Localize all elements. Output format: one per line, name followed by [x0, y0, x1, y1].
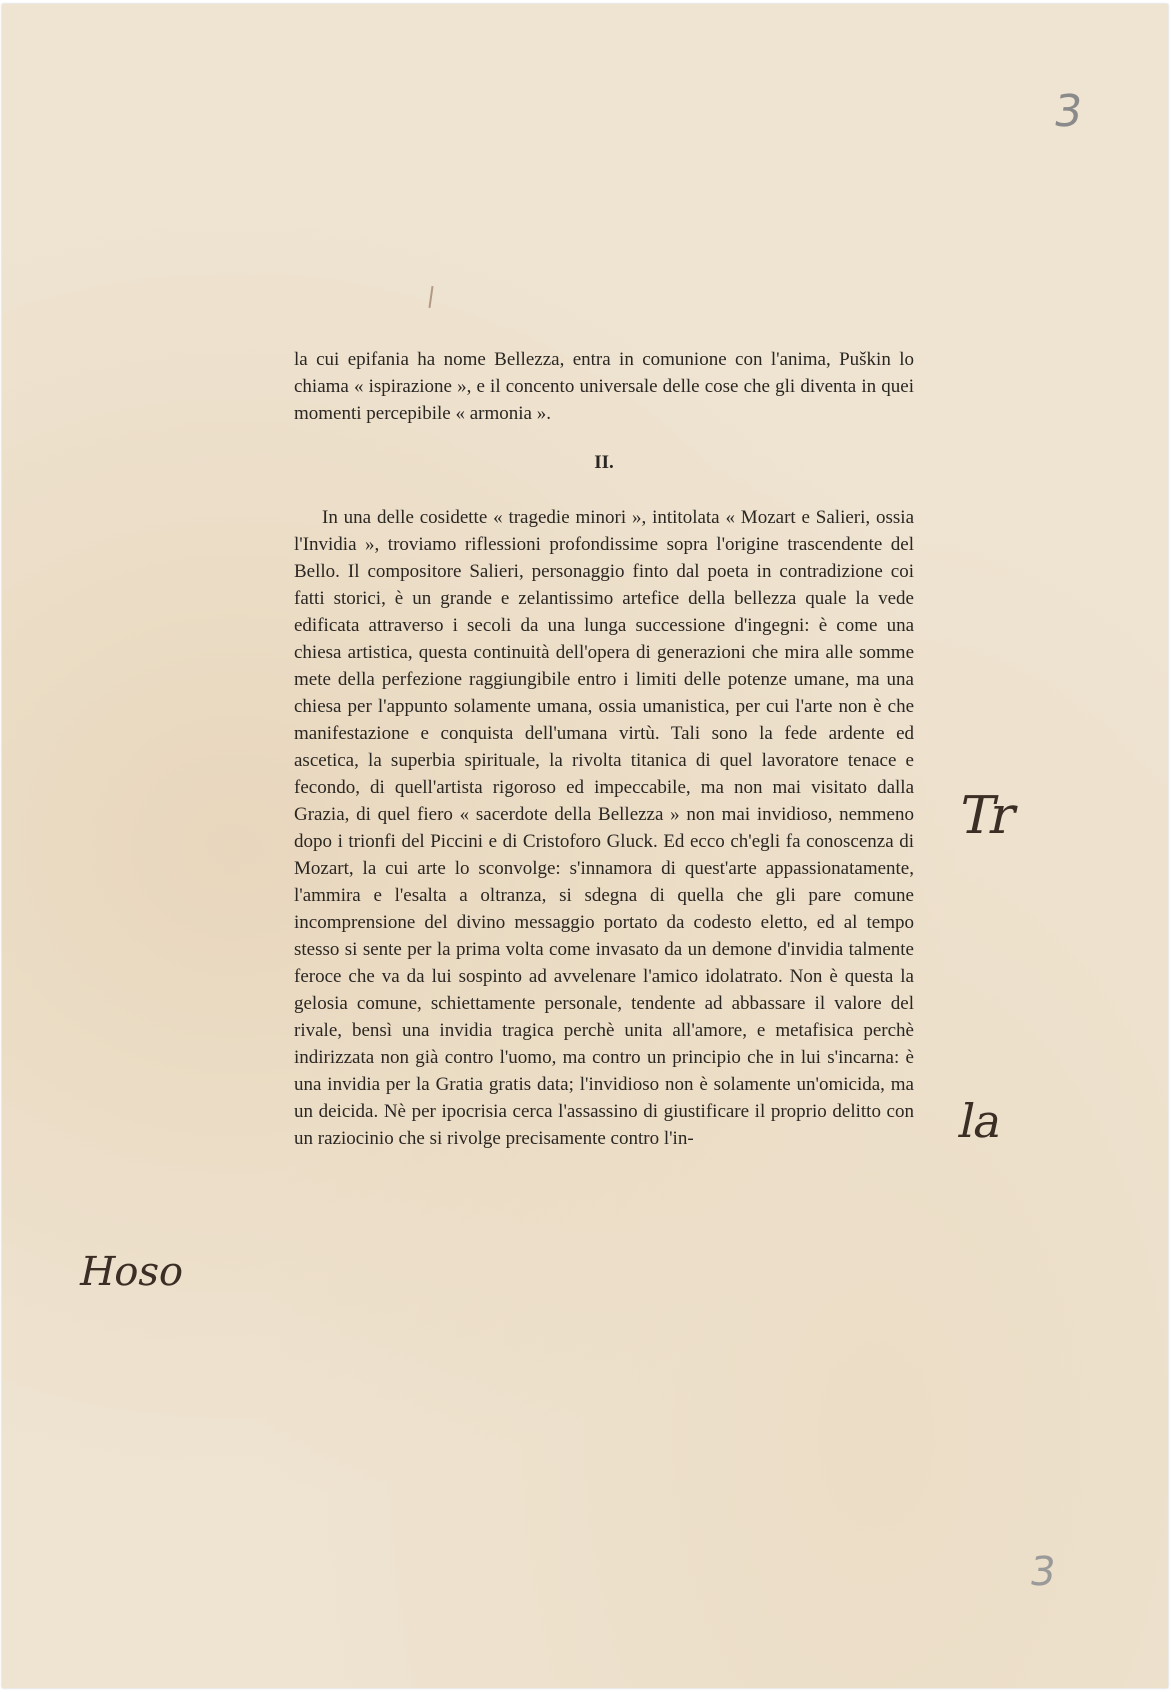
- pencil-mark: [428, 286, 433, 308]
- main-paragraph: In una delle cosidette « tragedie minori », intitolata « Mozart e Salieri, ossia l'Invidia », troviamo riflessioni profondissime sopra l'origine trascendente del Bello. Il compositore Salieri, personaggio finto dal poeta in contradizione coi fatti storici, è un grande e zelantissimo artefice della bellezza quale la vede edificata attraverso i secoli da una lunga successione d'ingegni: è come una chiesa artistica, questa continuità dell'opera di generazioni che mira alle somme mete della perfezione raggiungibile entro i limiti delle potenze umane, ma una chiesa per l'appunto solamente umana, ossia umanistica, per cui l'arte non è che manifestazione e conquista dell'umana virtù. Tali sono la fede ardente ed ascetica, la superbia spirituale, la rivolta titanica di quel lavoratore tenace e fecondo, di quell'artista rigoroso ed impeccabile, ma non mai visitato dalla Grazia, di quel fiero « sacerdote della Bellezza » non mai invidioso, nemmeno dopo i trionfi del Piccini e di Cristoforo Gluck. Ed ecco ch'egli fa conoscenza di Mozart, la cui arte lo sconvolge: s'innamora di quest'arte appassionatamente, l'ammira e l'esalta a oltranza, si sdegna di quella che gli pare comune incomprensione del divino messaggio portato da codesto eletto, ed al tempo stesso si sente per la prima volta come invasato da un demone d'invidia talmente feroce che va da lui sospinto ad avvelenare l'amico idolatrato. Non è questa la gelosia comune, schiettamente personale, tendente ad abbassare il valore del rivale, bensì una invidia tragica perchè unita all'amore, e metafisica perchè indirizzata non già contro l'uomo, ma contro un principio che in lui s'incarna: è una invidia per la Gratia gratis data; l'invidioso non è solamente un'omicida, ma un deicida. Nè per ipocrisia cerca l'assassino di giustificare il proprio delitto con un raziocinio che si rivolge precisamente contro l'in-: [294, 507, 914, 1149]
- document-page: [2, 4, 1168, 1688]
- body-text: [294, 346, 914, 1152]
- section-heading: II.: [594, 452, 614, 473]
- handwritten-note-la: la: [954, 1094, 1008, 1148]
- page-number-bottom: 3: [1026, 1549, 1059, 1595]
- opening-paragraph: la cui epifania ha nome Bellezza, entra in comunione con l'anima, Puškin lo chiama « ispirazione », e il concento universale delle cose che gli diventa in quei momenti percepibile « armonia ».: [294, 349, 914, 424]
- page-number-top: 3: [1050, 86, 1086, 137]
- handwritten-note-tr: Tr: [953, 786, 1018, 846]
- handwritten-note-hoso: Hoso: [75, 1249, 189, 1295]
